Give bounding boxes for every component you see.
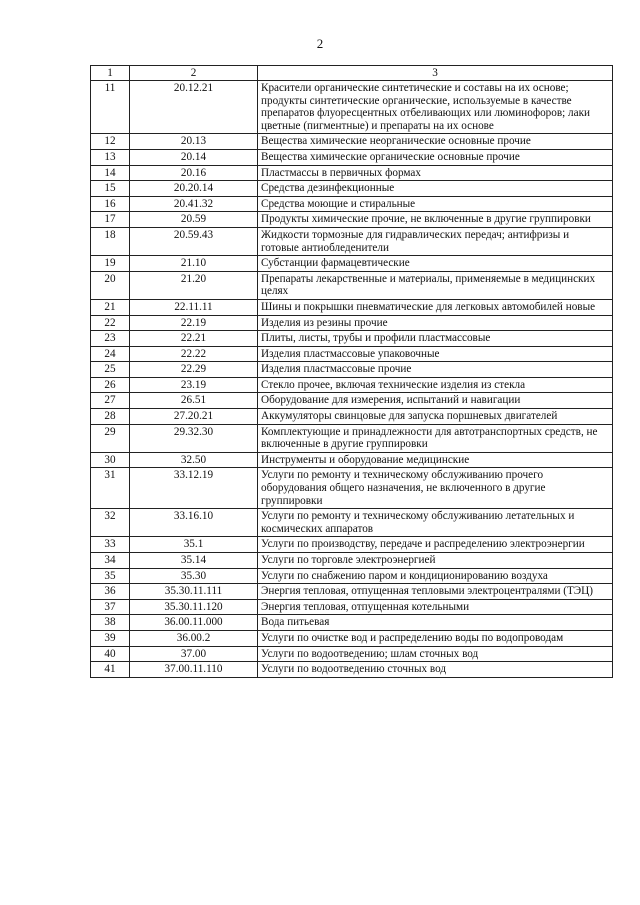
table-row	[91, 468, 613, 509]
table-row	[91, 299, 613, 315]
row-description: Стекло прочее, включая технические изделия из стекла	[258, 377, 613, 393]
row-code: 35.1	[130, 537, 258, 553]
row-number: 36	[91, 584, 130, 600]
table-row	[91, 377, 613, 393]
table-row	[91, 553, 613, 569]
row-description: Услуги по водоотведению сточных вод	[258, 662, 613, 678]
row-number: 22	[91, 315, 130, 331]
row-code: 32.50	[130, 452, 258, 468]
table-row	[91, 165, 613, 181]
row-number: 34	[91, 553, 130, 569]
table-row	[91, 227, 613, 255]
table-row	[91, 662, 613, 678]
row-number: 37	[91, 599, 130, 615]
row-code: 36.00.11.000	[130, 615, 258, 631]
row-description: Оборудование для измерения, испытаний и навигации	[258, 393, 613, 409]
row-description: Шины и покрышки пневматические для легковых автомобилей новые	[258, 299, 613, 315]
row-description: Аккумуляторы свинцовые для запуска поршневых двигателей	[258, 409, 613, 425]
row-number: 38	[91, 615, 130, 631]
row-code: 37.00	[130, 646, 258, 662]
row-number: 11	[91, 81, 130, 134]
table-row	[91, 181, 613, 197]
column-header-2: 2	[130, 66, 258, 81]
row-number: 29	[91, 424, 130, 452]
row-number: 31	[91, 468, 130, 509]
row-code: 35.30.11.120	[130, 599, 258, 615]
row-description: Продукты химические прочие, не включенные в другие группировки	[258, 212, 613, 228]
row-description: Пластмассы в первичных формах	[258, 165, 613, 181]
row-code: 21.20	[130, 271, 258, 299]
row-number: 12	[91, 134, 130, 150]
row-code: 22.11.11	[130, 299, 258, 315]
row-description: Средства дезинфекционные	[258, 181, 613, 197]
table-row	[91, 409, 613, 425]
row-number: 40	[91, 646, 130, 662]
table-row	[91, 630, 613, 646]
row-description: Плиты, листы, трубы и профили пластмассовые	[258, 331, 613, 347]
row-code: 35.14	[130, 553, 258, 569]
row-number: 17	[91, 212, 130, 228]
row-description: Вода питьевая	[258, 615, 613, 631]
row-description: Комплектующие и принадлежности для автотранспортных средств, не включенные в другие группировки	[258, 424, 613, 452]
table-row	[91, 362, 613, 378]
row-description: Субстанции фармацевтические	[258, 256, 613, 272]
table-row	[91, 346, 613, 362]
row-description: Инструменты и оборудование медицинские	[258, 452, 613, 468]
table-body	[91, 81, 613, 678]
row-description: Услуги по снабжению паром и кондиционированию воздуха	[258, 568, 613, 584]
table-row	[91, 149, 613, 165]
row-description: Изделия из резины прочие	[258, 315, 613, 331]
row-code: 35.30.11.111	[130, 584, 258, 600]
row-number: 25	[91, 362, 130, 378]
row-code: 20.41.32	[130, 196, 258, 212]
row-code: 33.16.10	[130, 509, 258, 537]
row-code: 29.32.30	[130, 424, 258, 452]
row-number: 27	[91, 393, 130, 409]
row-description: Услуги по производству, передаче и распределению электроэнергии	[258, 537, 613, 553]
row-number: 15	[91, 181, 130, 197]
row-code: 22.19	[130, 315, 258, 331]
page-number: 2	[316, 36, 324, 51]
row-code: 20.20.14	[130, 181, 258, 197]
row-code: 23.19	[130, 377, 258, 393]
row-code: 26.51	[130, 393, 258, 409]
row-code: 20.13	[130, 134, 258, 150]
table-row	[91, 134, 613, 150]
column-header-3: 3	[258, 66, 613, 81]
row-number: 20	[91, 271, 130, 299]
row-description: Энергия тепловая, отпущенная котельными	[258, 599, 613, 615]
row-number: 35	[91, 568, 130, 584]
row-number: 23	[91, 331, 130, 347]
row-description: Вещества химические органические основные прочие	[258, 149, 613, 165]
row-number: 19	[91, 256, 130, 272]
row-number: 16	[91, 196, 130, 212]
row-code: 22.21	[130, 331, 258, 347]
row-number: 18	[91, 227, 130, 255]
row-description: Красители органические синтетические и составы на их основе; продукты синтетические органические, используемые в качестве препаратов флуоресцентных отбеливающих или люминофоров; лаки цветные (пигментные) и препараты на их основе	[258, 81, 613, 134]
row-code: 22.29	[130, 362, 258, 378]
row-description: Средства моющие и стиральные	[258, 196, 613, 212]
row-code: 20.14	[130, 149, 258, 165]
table-header-row	[91, 66, 613, 81]
row-code: 20.59	[130, 212, 258, 228]
row-number: 21	[91, 299, 130, 315]
row-description: Изделия пластмассовые упаковочные	[258, 346, 613, 362]
row-code: 27.20.21	[130, 409, 258, 425]
table-row	[91, 271, 613, 299]
row-description: Услуги по ремонту и техническому обслуживанию летательных и космических аппаратов	[258, 509, 613, 537]
row-code: 20.16	[130, 165, 258, 181]
row-description: Изделия пластмассовые прочие	[258, 362, 613, 378]
row-code: 36.00.2	[130, 630, 258, 646]
row-code: 37.00.11.110	[130, 662, 258, 678]
table-row	[91, 256, 613, 272]
row-code: 21.10	[130, 256, 258, 272]
row-code: 33.12.19	[130, 468, 258, 509]
row-number: 32	[91, 509, 130, 537]
row-description: Услуги по ремонту и техническому обслуживанию прочего оборудования общего назначения, не включенного в другие группировки	[258, 468, 613, 509]
row-code: 20.59.43	[130, 227, 258, 255]
row-number: 30	[91, 452, 130, 468]
row-description: Жидкости тормозные для гидравлических передач; антифризы и готовые антиобледенители	[258, 227, 613, 255]
table-row	[91, 424, 613, 452]
table-row	[91, 452, 613, 468]
row-description: Услуги по водоотведению; шлам сточных вод	[258, 646, 613, 662]
row-number: 24	[91, 346, 130, 362]
row-description: Вещества химические неорганические основные прочие	[258, 134, 613, 150]
table-row	[91, 81, 613, 134]
table-row	[91, 568, 613, 584]
row-description: Препараты лекарственные и материалы, применяемые в медицинских целях	[258, 271, 613, 299]
row-number: 39	[91, 630, 130, 646]
table-row	[91, 393, 613, 409]
table-row	[91, 315, 613, 331]
row-code: 22.22	[130, 346, 258, 362]
row-code: 35.30	[130, 568, 258, 584]
row-code: 20.12.21	[130, 81, 258, 134]
table-row	[91, 196, 613, 212]
table-row	[91, 599, 613, 615]
column-header-1: 1	[91, 66, 130, 81]
row-number: 14	[91, 165, 130, 181]
row-number: 33	[91, 537, 130, 553]
table-row	[91, 615, 613, 631]
row-description: Услуги по очистке вод и распределению воды по водопроводам	[258, 630, 613, 646]
table-row	[91, 584, 613, 600]
row-number: 13	[91, 149, 130, 165]
row-description: Энергия тепловая, отпущенная тепловыми электроцентралями (ТЭЦ)	[258, 584, 613, 600]
row-number: 41	[91, 662, 130, 678]
table-row	[91, 509, 613, 537]
table-row	[91, 537, 613, 553]
row-description: Услуги по торговле электроэнергией	[258, 553, 613, 569]
table-row	[91, 212, 613, 228]
table-row	[91, 331, 613, 347]
table-row	[91, 646, 613, 662]
products-table	[90, 65, 613, 678]
row-number: 28	[91, 409, 130, 425]
row-number: 26	[91, 377, 130, 393]
